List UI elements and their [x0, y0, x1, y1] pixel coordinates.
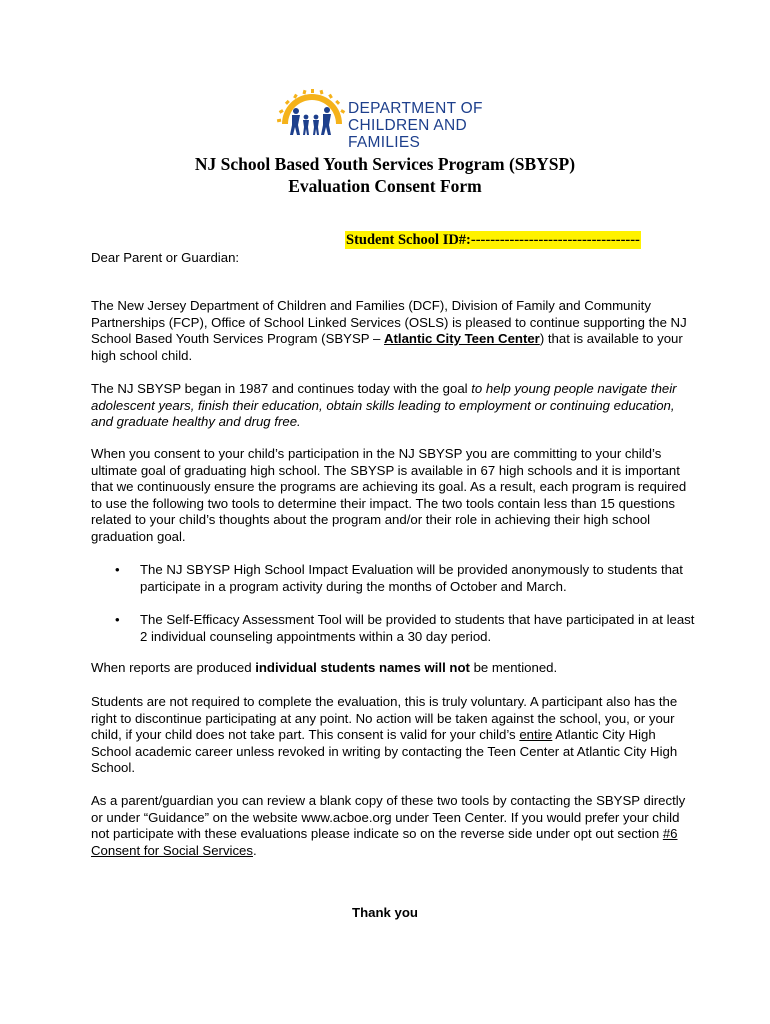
- form-subtitle: Evaluation Consent Form: [288, 176, 482, 196]
- voluntary-text-a: Students are not required to complete the evaluation, this is truly voluntary. A participant also has the right to discontinue participating at any point. No action will be taken against the school, you, or your child, if your child does not take part. This consent is valid for your child’s: [91, 694, 678, 743]
- paragraph-voluntary: [91, 694, 691, 777]
- bullet-symbol: •: [115, 612, 120, 627]
- sun-and-family-icon: [276, 86, 348, 140]
- paragraph-consent: When you consent to your child’s participation in the NJ SBYSP you are committing to your child’s ultimate goal of graduating high school. The SBYSP is available in 67 high schools and it is important that we continuously ensure the programs are achieving its goal. As a result, each program is required to use the following two tools to determine their impact. The two tools contain less than 15 questions related to your child’s thoughts about the program and/or their role in achieving their high school graduation goal.: [91, 446, 687, 544]
- paragraph-intro: [91, 298, 691, 364]
- review-text-b: .: [253, 842, 257, 858]
- reports-text-a: When reports are produced: [91, 660, 256, 675]
- review-text-a: As a parent/guardian you can review a blank copy of these two tools by contacting the SBYSP directly or under “Guidance” on the website www.acboe.org under Teen Center. If you would prefer your child not participate with these evaluations please indicate so on the reverse side under opt out section: [91, 793, 686, 842]
- form-title: NJ School Based Youth Services Program (SBYSP): [194, 154, 576, 174]
- center-name: Atlantic City Teen Center: [383, 331, 540, 347]
- closing-thank-you: Thank you: [352, 905, 418, 920]
- logo-line-2: CHILDREN AND FAMILIES: [348, 117, 468, 151]
- bullet-symbol: •: [115, 562, 120, 577]
- intro-text-b: ) that is available to your high school child.: [91, 331, 683, 363]
- reports-bold: individual students names will not: [255, 660, 470, 675]
- intro-text-a: The New Jersey Department of Children and Families (DCF), Division of Family and Community Partnerships (FCP), Office of School Linked Services (OSLS) is pleased to continue supporting the NJ School Based Youth Services Program (SBYSP –: [91, 298, 687, 347]
- voluntary-text-b: Atlantic City High School academic career unless revoked in writing by contacting the Teen Center at Atlantic City High School.: [91, 727, 678, 776]
- logo-line-1: DEPARTMENT OF: [348, 100, 483, 117]
- paragraph-history: [91, 381, 691, 431]
- voluntary-underline: entire: [519, 727, 553, 743]
- logo-text: [348, 100, 536, 151]
- dcf-logo: [276, 86, 536, 151]
- bullet-item-self-efficacy: The Self-Efficacy Assessment Tool will be provided to students that have participated in at least 2 individual counseling appointments within a 30 day period.: [140, 612, 695, 644]
- greeting: Dear Parent or Guardian:: [91, 250, 240, 265]
- opt-out-section-link: #6 Consent for Social Services: [91, 826, 678, 858]
- bullet-item-impact-evaluation: The NJ SBYSP High School Impact Evaluation will be provided anonymously to students that participate in a program activity during the months of October and March.: [140, 562, 683, 594]
- student-id-field: Student School ID#:-----------------------------------: [346, 232, 640, 248]
- paragraph-reports: [91, 660, 691, 677]
- reports-text-b: be mentioned.: [469, 660, 558, 675]
- history-text: The NJ SBYSP began in 1987 and continues today with the goal: [91, 381, 472, 396]
- paragraph-review: [91, 793, 691, 859]
- history-goal: to help young people navigate their adolescent years, finish their education, obtain skills leading to employment or continuing education, and graduate healthy and drug free.: [91, 381, 677, 430]
